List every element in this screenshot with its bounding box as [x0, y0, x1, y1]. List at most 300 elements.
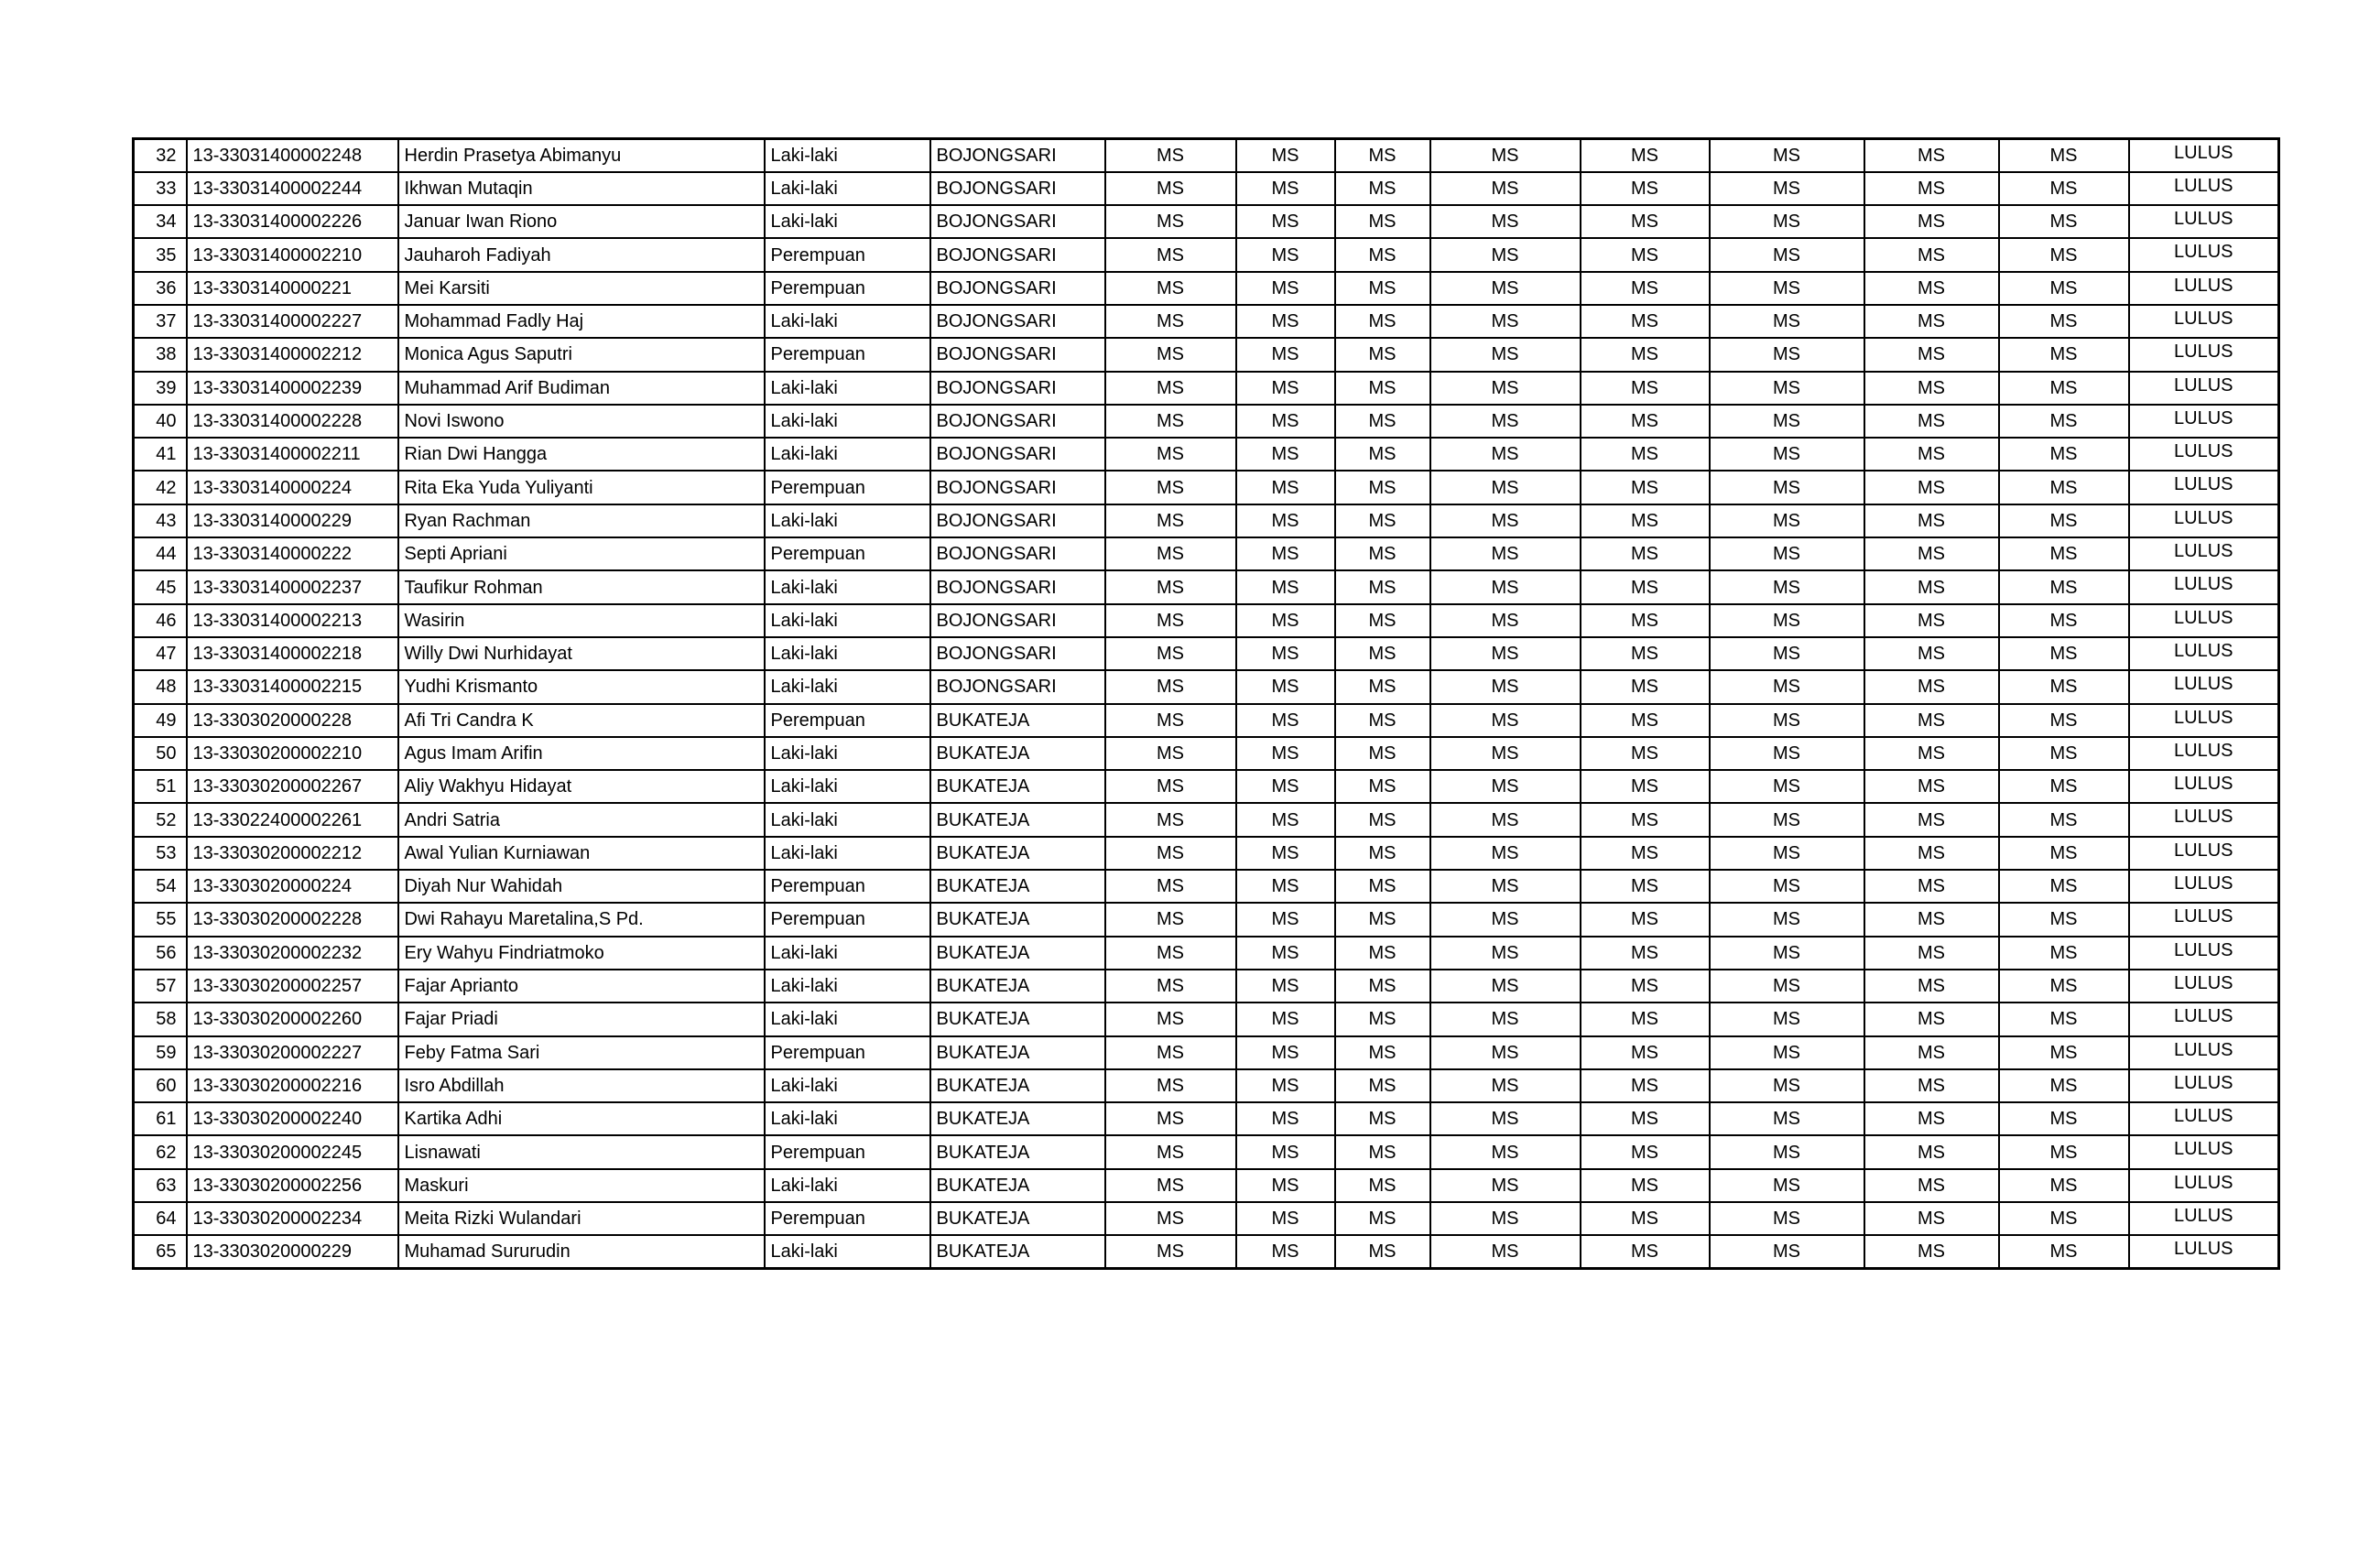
- score-cell: MS: [1105, 1135, 1236, 1168]
- participant-name-cell: Fajar Aprianto: [398, 970, 765, 1003]
- row-number-cell: 55: [134, 903, 187, 936]
- score-cell: MS: [1335, 537, 1430, 570]
- participant-id-cell: 13-33030200002234: [187, 1202, 398, 1235]
- score-cell: MS: [1864, 770, 1999, 803]
- row-number-cell: 60: [134, 1069, 187, 1102]
- row-number-cell: 53: [134, 837, 187, 870]
- table-row: [134, 1135, 2279, 1168]
- score-cell: MS: [1581, 238, 1710, 271]
- score-cell: MS: [1236, 372, 1335, 405]
- score-cell: MS: [1864, 1169, 1999, 1202]
- score-cell: MS: [1710, 1202, 1864, 1235]
- score-cell: MS: [1999, 1135, 2129, 1168]
- score-cell: MS: [1335, 471, 1430, 504]
- score-cell: MS: [1864, 970, 1999, 1003]
- score-cell: MS: [1236, 670, 1335, 703]
- score-cell: MS: [1430, 405, 1581, 438]
- participant-id-cell: 13-33030200002256: [187, 1169, 398, 1202]
- school-cell: BOJONGSARI: [930, 504, 1105, 537]
- score-cell: MS: [1105, 372, 1236, 405]
- school-cell: BOJONGSARI: [930, 405, 1105, 438]
- score-cell: MS: [1236, 637, 1335, 670]
- row-number-cell: 40: [134, 405, 187, 438]
- score-cell: MS: [1710, 238, 1864, 271]
- table-row: [134, 1235, 2279, 1268]
- score-cell: MS: [1999, 803, 2129, 836]
- score-cell: MS: [1581, 272, 1710, 305]
- results-table: [132, 137, 2280, 1270]
- gender-cell: Laki-laki: [765, 670, 930, 703]
- score-cell: MS: [1105, 1036, 1236, 1069]
- score-cell: MS: [1999, 471, 2129, 504]
- score-cell: MS: [1430, 504, 1581, 537]
- score-cell: MS: [1581, 737, 1710, 770]
- score-cell: MS: [1236, 937, 1335, 970]
- row-number-cell: 59: [134, 1036, 187, 1069]
- row-number-cell: 44: [134, 537, 187, 570]
- table-row: [134, 803, 2279, 836]
- participant-name-cell: Ryan Rachman: [398, 504, 765, 537]
- score-cell: MS: [1581, 305, 1710, 338]
- score-cell: MS: [1999, 837, 2129, 870]
- score-cell: MS: [1999, 272, 2129, 305]
- score-cell: MS: [1999, 438, 2129, 471]
- result-cell: LULUS: [2129, 139, 2279, 172]
- gender-cell: Laki-laki: [765, 837, 930, 870]
- score-cell: MS: [1999, 670, 2129, 703]
- table-row: [134, 1169, 2279, 1202]
- score-cell: MS: [1105, 305, 1236, 338]
- participant-name-cell: Wasirin: [398, 604, 765, 637]
- score-cell: MS: [1430, 1003, 1581, 1035]
- participant-name-cell: Aliy Wakhyu Hidayat: [398, 770, 765, 803]
- score-cell: MS: [1335, 1169, 1430, 1202]
- gender-cell: Laki-laki: [765, 372, 930, 405]
- result-cell: LULUS: [2129, 471, 2279, 504]
- participant-name-cell: Novi Iswono: [398, 405, 765, 438]
- score-cell: MS: [1105, 1102, 1236, 1135]
- gender-cell: Laki-laki: [765, 970, 930, 1003]
- school-cell: BOJONGSARI: [930, 670, 1105, 703]
- school-cell: BUKATEJA: [930, 704, 1105, 737]
- score-cell: MS: [1105, 870, 1236, 903]
- score-cell: MS: [1236, 1202, 1335, 1235]
- score-cell: MS: [1999, 1102, 2129, 1135]
- score-cell: MS: [1864, 637, 1999, 670]
- score-cell: MS: [1105, 172, 1236, 205]
- score-cell: MS: [1105, 238, 1236, 271]
- score-cell: MS: [1430, 770, 1581, 803]
- score-cell: MS: [1430, 1202, 1581, 1235]
- score-cell: MS: [1236, 438, 1335, 471]
- school-cell: BUKATEJA: [930, 1003, 1105, 1035]
- score-cell: MS: [1105, 937, 1236, 970]
- school-cell: BOJONGSARI: [930, 139, 1105, 172]
- score-cell: MS: [1236, 305, 1335, 338]
- table-row: [134, 305, 2279, 338]
- participant-name-cell: Mei Karsiti: [398, 272, 765, 305]
- table-row: [134, 1069, 2279, 1102]
- school-cell: BOJONGSARI: [930, 537, 1105, 570]
- score-cell: MS: [1430, 570, 1581, 603]
- school-cell: BUKATEJA: [930, 803, 1105, 836]
- result-cell: LULUS: [2129, 338, 2279, 371]
- participant-id-cell: 13-3303140000229: [187, 504, 398, 537]
- score-cell: MS: [1864, 837, 1999, 870]
- score-cell: MS: [1581, 1003, 1710, 1035]
- table-row: [134, 737, 2279, 770]
- score-cell: MS: [1105, 139, 1236, 172]
- row-number-cell: 54: [134, 870, 187, 903]
- score-cell: MS: [1335, 205, 1430, 238]
- score-cell: MS: [1864, 238, 1999, 271]
- school-cell: BOJONGSARI: [930, 570, 1105, 603]
- score-cell: MS: [1105, 970, 1236, 1003]
- score-cell: MS: [1710, 504, 1864, 537]
- participant-name-cell: Isro Abdillah: [398, 1069, 765, 1102]
- participant-name-cell: Jauharoh Fadiyah: [398, 238, 765, 271]
- score-cell: MS: [1999, 870, 2129, 903]
- score-cell: MS: [1430, 670, 1581, 703]
- score-cell: MS: [1864, 338, 1999, 371]
- school-cell: BUKATEJA: [930, 870, 1105, 903]
- score-cell: MS: [1430, 704, 1581, 737]
- gender-cell: Laki-laki: [765, 1003, 930, 1035]
- score-cell: MS: [1105, 770, 1236, 803]
- row-number-cell: 64: [134, 1202, 187, 1235]
- row-number-cell: 56: [134, 937, 187, 970]
- gender-cell: Laki-laki: [765, 604, 930, 637]
- table-row: [134, 537, 2279, 570]
- table-row: [134, 372, 2279, 405]
- participant-id-cell: 13-3303140000222: [187, 537, 398, 570]
- result-cell: LULUS: [2129, 238, 2279, 271]
- score-cell: MS: [1710, 205, 1864, 238]
- row-number-cell: 45: [134, 570, 187, 603]
- participant-id-cell: 13-33030200002212: [187, 837, 398, 870]
- score-cell: MS: [1236, 604, 1335, 637]
- row-number-cell: 47: [134, 637, 187, 670]
- gender-cell: Perempuan: [765, 1202, 930, 1235]
- participant-name-cell: Fajar Priadi: [398, 1003, 765, 1035]
- participant-name-cell: Agus Imam Arifin: [398, 737, 765, 770]
- score-cell: MS: [1236, 172, 1335, 205]
- table-row: [134, 238, 2279, 271]
- score-cell: MS: [1710, 637, 1864, 670]
- score-cell: MS: [1105, 1202, 1236, 1235]
- score-cell: MS: [1105, 338, 1236, 371]
- score-cell: MS: [1335, 1036, 1430, 1069]
- school-cell: BOJONGSARI: [930, 604, 1105, 637]
- score-cell: MS: [1710, 604, 1864, 637]
- participant-name-cell: Feby Fatma Sari: [398, 1036, 765, 1069]
- score-cell: MS: [1335, 338, 1430, 371]
- table-row: [134, 1202, 2279, 1235]
- score-cell: MS: [1105, 205, 1236, 238]
- school-cell: BOJONGSARI: [930, 305, 1105, 338]
- score-cell: MS: [1710, 1235, 1864, 1268]
- score-cell: MS: [1999, 504, 2129, 537]
- score-cell: MS: [1999, 172, 2129, 205]
- score-cell: MS: [1430, 1102, 1581, 1135]
- row-number-cell: 46: [134, 604, 187, 637]
- school-cell: BOJONGSARI: [930, 438, 1105, 471]
- row-number-cell: 38: [134, 338, 187, 371]
- score-cell: MS: [1581, 139, 1710, 172]
- gender-cell: Laki-laki: [765, 1169, 930, 1202]
- table-row: [134, 704, 2279, 737]
- score-cell: MS: [1581, 537, 1710, 570]
- score-cell: MS: [1999, 1036, 2129, 1069]
- gender-cell: Perempuan: [765, 537, 930, 570]
- row-number-cell: 37: [134, 305, 187, 338]
- row-number-cell: 65: [134, 1235, 187, 1268]
- row-number-cell: 49: [134, 704, 187, 737]
- score-cell: MS: [1581, 770, 1710, 803]
- score-cell: MS: [1710, 704, 1864, 737]
- result-cell: LULUS: [2129, 837, 2279, 870]
- score-cell: MS: [1581, 1169, 1710, 1202]
- participant-id-cell: 13-33031400002212: [187, 338, 398, 371]
- gender-cell: Laki-laki: [765, 405, 930, 438]
- score-cell: MS: [1105, 837, 1236, 870]
- score-cell: MS: [1864, 471, 1999, 504]
- participant-id-cell: 13-33030200002216: [187, 1069, 398, 1102]
- participant-name-cell: Rita Eka Yuda Yuliyanti: [398, 471, 765, 504]
- gender-cell: Laki-laki: [765, 1235, 930, 1268]
- row-number-cell: 58: [134, 1003, 187, 1035]
- score-cell: MS: [1864, 272, 1999, 305]
- row-number-cell: 42: [134, 471, 187, 504]
- score-cell: MS: [1430, 637, 1581, 670]
- result-cell: LULUS: [2129, 1036, 2279, 1069]
- participant-id-cell: 13-33030200002232: [187, 937, 398, 970]
- table-row: [134, 903, 2279, 936]
- school-cell: BUKATEJA: [930, 970, 1105, 1003]
- score-cell: MS: [1236, 870, 1335, 903]
- participant-name-cell: Ikhwan Mutaqin: [398, 172, 765, 205]
- table-row: [134, 604, 2279, 637]
- gender-cell: Laki-laki: [765, 937, 930, 970]
- score-cell: MS: [1710, 139, 1864, 172]
- school-cell: BUKATEJA: [930, 903, 1105, 936]
- score-cell: MS: [1581, 803, 1710, 836]
- score-cell: MS: [1430, 1036, 1581, 1069]
- score-cell: MS: [1710, 405, 1864, 438]
- score-cell: MS: [1581, 704, 1710, 737]
- score-cell: MS: [1581, 970, 1710, 1003]
- participant-id-cell: 13-33031400002210: [187, 238, 398, 271]
- score-cell: MS: [1430, 272, 1581, 305]
- gender-cell: Laki-laki: [765, 1069, 930, 1102]
- gender-cell: Perempuan: [765, 1135, 930, 1168]
- score-cell: MS: [1710, 670, 1864, 703]
- score-cell: MS: [1864, 670, 1999, 703]
- score-cell: MS: [1581, 504, 1710, 537]
- score-cell: MS: [1581, 604, 1710, 637]
- score-cell: MS: [1864, 1135, 1999, 1168]
- score-cell: MS: [1105, 803, 1236, 836]
- gender-cell: Laki-laki: [765, 770, 930, 803]
- participant-name-cell: Maskuri: [398, 1169, 765, 1202]
- score-cell: MS: [1335, 704, 1430, 737]
- gender-cell: Perempuan: [765, 338, 930, 371]
- result-cell: LULUS: [2129, 870, 2279, 903]
- score-cell: MS: [1430, 305, 1581, 338]
- row-number-cell: 34: [134, 205, 187, 238]
- score-cell: MS: [1864, 438, 1999, 471]
- score-cell: MS: [1710, 1069, 1864, 1102]
- score-cell: MS: [1864, 704, 1999, 737]
- participant-id-cell: 13-33031400002215: [187, 670, 398, 703]
- score-cell: MS: [1335, 1069, 1430, 1102]
- participant-id-cell: 13-3303020000224: [187, 870, 398, 903]
- table-row: [134, 205, 2279, 238]
- score-cell: MS: [1710, 737, 1864, 770]
- table-row: [134, 870, 2279, 903]
- score-cell: MS: [1999, 1235, 2129, 1268]
- score-cell: MS: [1581, 438, 1710, 471]
- score-cell: MS: [1236, 1135, 1335, 1168]
- score-cell: MS: [1999, 604, 2129, 637]
- score-cell: MS: [1236, 570, 1335, 603]
- score-cell: MS: [1581, 1102, 1710, 1135]
- row-number-cell: 52: [134, 803, 187, 836]
- score-cell: MS: [1710, 305, 1864, 338]
- score-cell: MS: [1581, 937, 1710, 970]
- participant-name-cell: Herdin Prasetya Abimanyu: [398, 139, 765, 172]
- score-cell: MS: [1999, 338, 2129, 371]
- result-cell: LULUS: [2129, 537, 2279, 570]
- score-cell: MS: [1430, 970, 1581, 1003]
- table-row: [134, 172, 2279, 205]
- gender-cell: Laki-laki: [765, 172, 930, 205]
- score-cell: MS: [1864, 372, 1999, 405]
- score-cell: MS: [1335, 305, 1430, 338]
- participant-id-cell: 13-33031400002211: [187, 438, 398, 471]
- score-cell: MS: [1236, 1235, 1335, 1268]
- table-row: [134, 139, 2279, 172]
- row-number-cell: 63: [134, 1169, 187, 1202]
- score-cell: MS: [1999, 1003, 2129, 1035]
- score-cell: MS: [1581, 372, 1710, 405]
- participant-name-cell: Muhamad Sururudin: [398, 1235, 765, 1268]
- score-cell: MS: [1710, 537, 1864, 570]
- school-cell: BOJONGSARI: [930, 172, 1105, 205]
- school-cell: BUKATEJA: [930, 1069, 1105, 1102]
- table-row: [134, 272, 2279, 305]
- score-cell: MS: [1236, 970, 1335, 1003]
- gender-cell: Perempuan: [765, 903, 930, 936]
- school-cell: BUKATEJA: [930, 1135, 1105, 1168]
- gender-cell: Laki-laki: [765, 504, 930, 537]
- score-cell: MS: [1710, 1169, 1864, 1202]
- score-cell: MS: [1581, 1202, 1710, 1235]
- score-cell: MS: [1105, 537, 1236, 570]
- score-cell: MS: [1864, 803, 1999, 836]
- score-cell: MS: [1236, 405, 1335, 438]
- score-cell: MS: [1105, 272, 1236, 305]
- participant-id-cell: 13-33031400002239: [187, 372, 398, 405]
- participant-id-cell: 13-33030200002257: [187, 970, 398, 1003]
- gender-cell: Laki-laki: [765, 570, 930, 603]
- participant-name-cell: Mohammad Fadly Haj: [398, 305, 765, 338]
- gender-cell: Laki-laki: [765, 737, 930, 770]
- score-cell: MS: [1236, 803, 1335, 836]
- participant-name-cell: Januar Iwan Riono: [398, 205, 765, 238]
- result-cell: LULUS: [2129, 438, 2279, 471]
- result-cell: LULUS: [2129, 737, 2279, 770]
- score-cell: MS: [1105, 471, 1236, 504]
- participant-id-cell: 13-33030200002228: [187, 903, 398, 936]
- row-number-cell: 36: [134, 272, 187, 305]
- score-cell: MS: [1710, 803, 1864, 836]
- result-cell: LULUS: [2129, 405, 2279, 438]
- row-number-cell: 39: [134, 372, 187, 405]
- score-cell: MS: [1335, 837, 1430, 870]
- participant-name-cell: Muhammad Arif Budiman: [398, 372, 765, 405]
- score-cell: MS: [1430, 338, 1581, 371]
- score-cell: MS: [1999, 903, 2129, 936]
- score-cell: MS: [1581, 1036, 1710, 1069]
- gender-cell: Laki-laki: [765, 803, 930, 836]
- table-row: [134, 471, 2279, 504]
- table-row: [134, 405, 2279, 438]
- score-cell: MS: [1581, 570, 1710, 603]
- score-cell: MS: [1581, 1235, 1710, 1268]
- score-cell: MS: [1335, 272, 1430, 305]
- score-cell: MS: [1999, 205, 2129, 238]
- score-cell: MS: [1710, 937, 1864, 970]
- score-cell: MS: [1236, 1036, 1335, 1069]
- score-cell: MS: [1864, 937, 1999, 970]
- score-cell: MS: [1999, 139, 2129, 172]
- score-cell: MS: [1335, 937, 1430, 970]
- result-cell: LULUS: [2129, 1003, 2279, 1035]
- score-cell: MS: [1335, 1102, 1430, 1135]
- participant-name-cell: Lisnawati: [398, 1135, 765, 1168]
- score-cell: MS: [1864, 537, 1999, 570]
- row-number-cell: 35: [134, 238, 187, 271]
- school-cell: BOJONGSARI: [930, 471, 1105, 504]
- participant-name-cell: Ery Wahyu Findriatmoko: [398, 937, 765, 970]
- score-cell: MS: [1710, 570, 1864, 603]
- score-cell: MS: [1335, 570, 1430, 603]
- result-cell: LULUS: [2129, 1235, 2279, 1268]
- score-cell: MS: [1864, 870, 1999, 903]
- participant-id-cell: 13-3303140000221: [187, 272, 398, 305]
- score-cell: MS: [1236, 837, 1335, 870]
- result-cell: LULUS: [2129, 570, 2279, 603]
- gender-cell: Perempuan: [765, 870, 930, 903]
- score-cell: MS: [1864, 405, 1999, 438]
- score-cell: MS: [1710, 172, 1864, 205]
- score-cell: MS: [1864, 737, 1999, 770]
- table-row: [134, 504, 2279, 537]
- gender-cell: Laki-laki: [765, 438, 930, 471]
- school-cell: BUKATEJA: [930, 770, 1105, 803]
- score-cell: MS: [1710, 471, 1864, 504]
- result-cell: LULUS: [2129, 937, 2279, 970]
- row-number-cell: 57: [134, 970, 187, 1003]
- result-cell: LULUS: [2129, 1102, 2279, 1135]
- gender-cell: Laki-laki: [765, 205, 930, 238]
- score-cell: MS: [1105, 438, 1236, 471]
- table-row: [134, 937, 2279, 970]
- score-cell: MS: [1236, 205, 1335, 238]
- score-cell: MS: [1581, 1069, 1710, 1102]
- score-cell: MS: [1236, 338, 1335, 371]
